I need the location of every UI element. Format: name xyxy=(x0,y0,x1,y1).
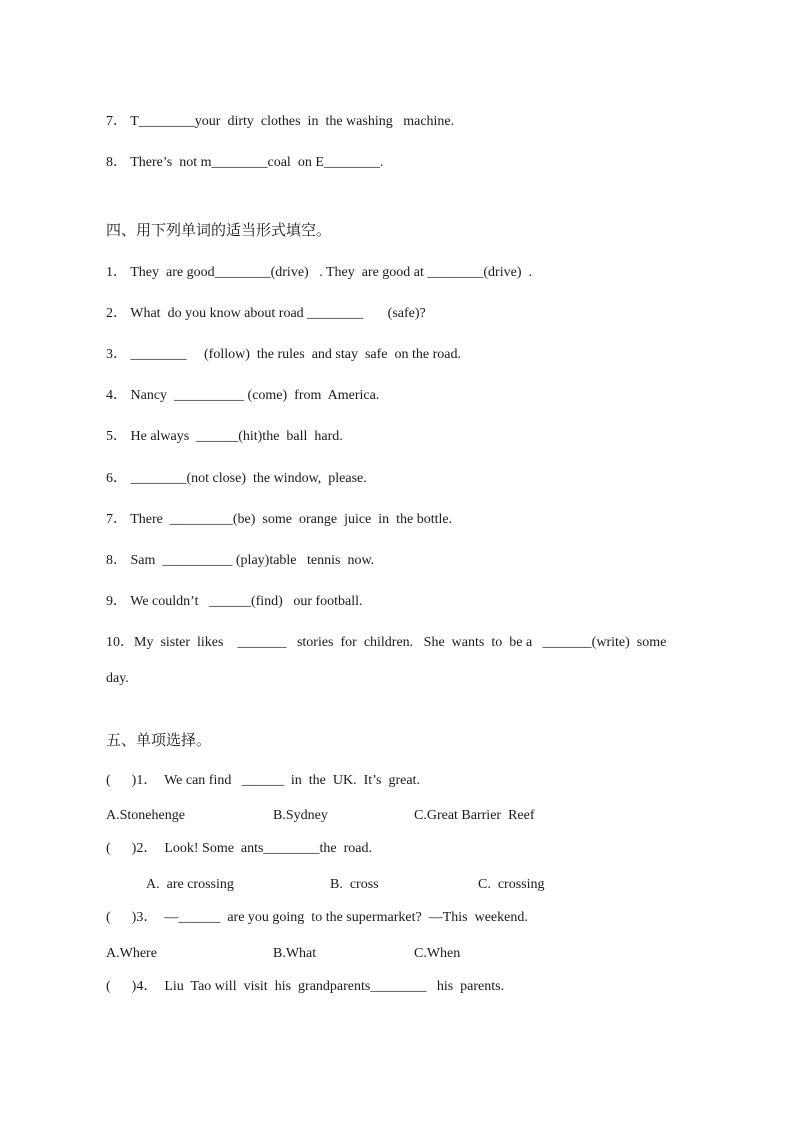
section4-heading: 四、用下列单词的适当形式填空。 xyxy=(106,221,332,239)
question-s4-4: 4． Nancy __________ (come) from America. xyxy=(106,388,380,403)
question-s4-1: 1． They are good________(drive) . They are good at ________(drive) . xyxy=(106,265,532,280)
option-s5-3-a: A.Where xyxy=(106,946,157,961)
section5-heading: 五、单项选择。 xyxy=(106,731,212,749)
question-s4-8: 8． Sam __________ (play)table tennis now. xyxy=(106,553,375,568)
question-s3-7: 7． T________your dirty clothes in the washing machine. xyxy=(106,114,455,129)
question-s5-3: ( )3． —______ are you going to the supermarket? —This weekend. xyxy=(106,910,528,925)
question-s4-10: 10．My sister likes _______ stories for children. She wants to be a _______(write) some xyxy=(106,635,667,650)
question-s4-5: 5． He always ______(hit)the ball hard. xyxy=(106,429,343,444)
question-s4-2: 2． What do you know about road ________ (safe)? xyxy=(106,306,426,321)
option-s5-1-b: B.Sydney xyxy=(273,808,328,823)
question-s4-9: 9． We couldn’t ______(find) our football. xyxy=(106,594,363,609)
question-s5-2: ( )2． Look! Some ants________the road. xyxy=(106,841,372,856)
question-s4-6: 6． ________(not close) the window, please. xyxy=(106,471,367,486)
option-s5-2-b: B. cross xyxy=(330,877,379,892)
option-s5-2-c: C. crossing xyxy=(478,877,545,892)
option-s5-3-c: C.When xyxy=(414,946,461,961)
option-s5-2-a: A. are crossing xyxy=(146,877,234,892)
option-s5-1-a: A.Stonehenge xyxy=(106,808,185,823)
question-s5-1: ( )1． We can find ______ in the UK. It’s great. xyxy=(106,773,420,788)
option-s5-3-b: B.What xyxy=(273,946,317,961)
question-s4-7: 7． There _________(be) some orange juice in the bottle. xyxy=(106,512,453,527)
option-s5-1-c: C.Great Barrier Reef xyxy=(414,808,535,823)
question-s3-8: 8． There’s not m________coal on E________. xyxy=(106,155,384,170)
question-s4-10-continuation: day. xyxy=(106,671,129,686)
question-s5-4: ( )4． Liu Tao will visit his grandparents________ his parents. xyxy=(106,979,505,994)
question-s4-3: 3． ________ (follow) the rules and stay safe on the road. xyxy=(106,347,461,362)
